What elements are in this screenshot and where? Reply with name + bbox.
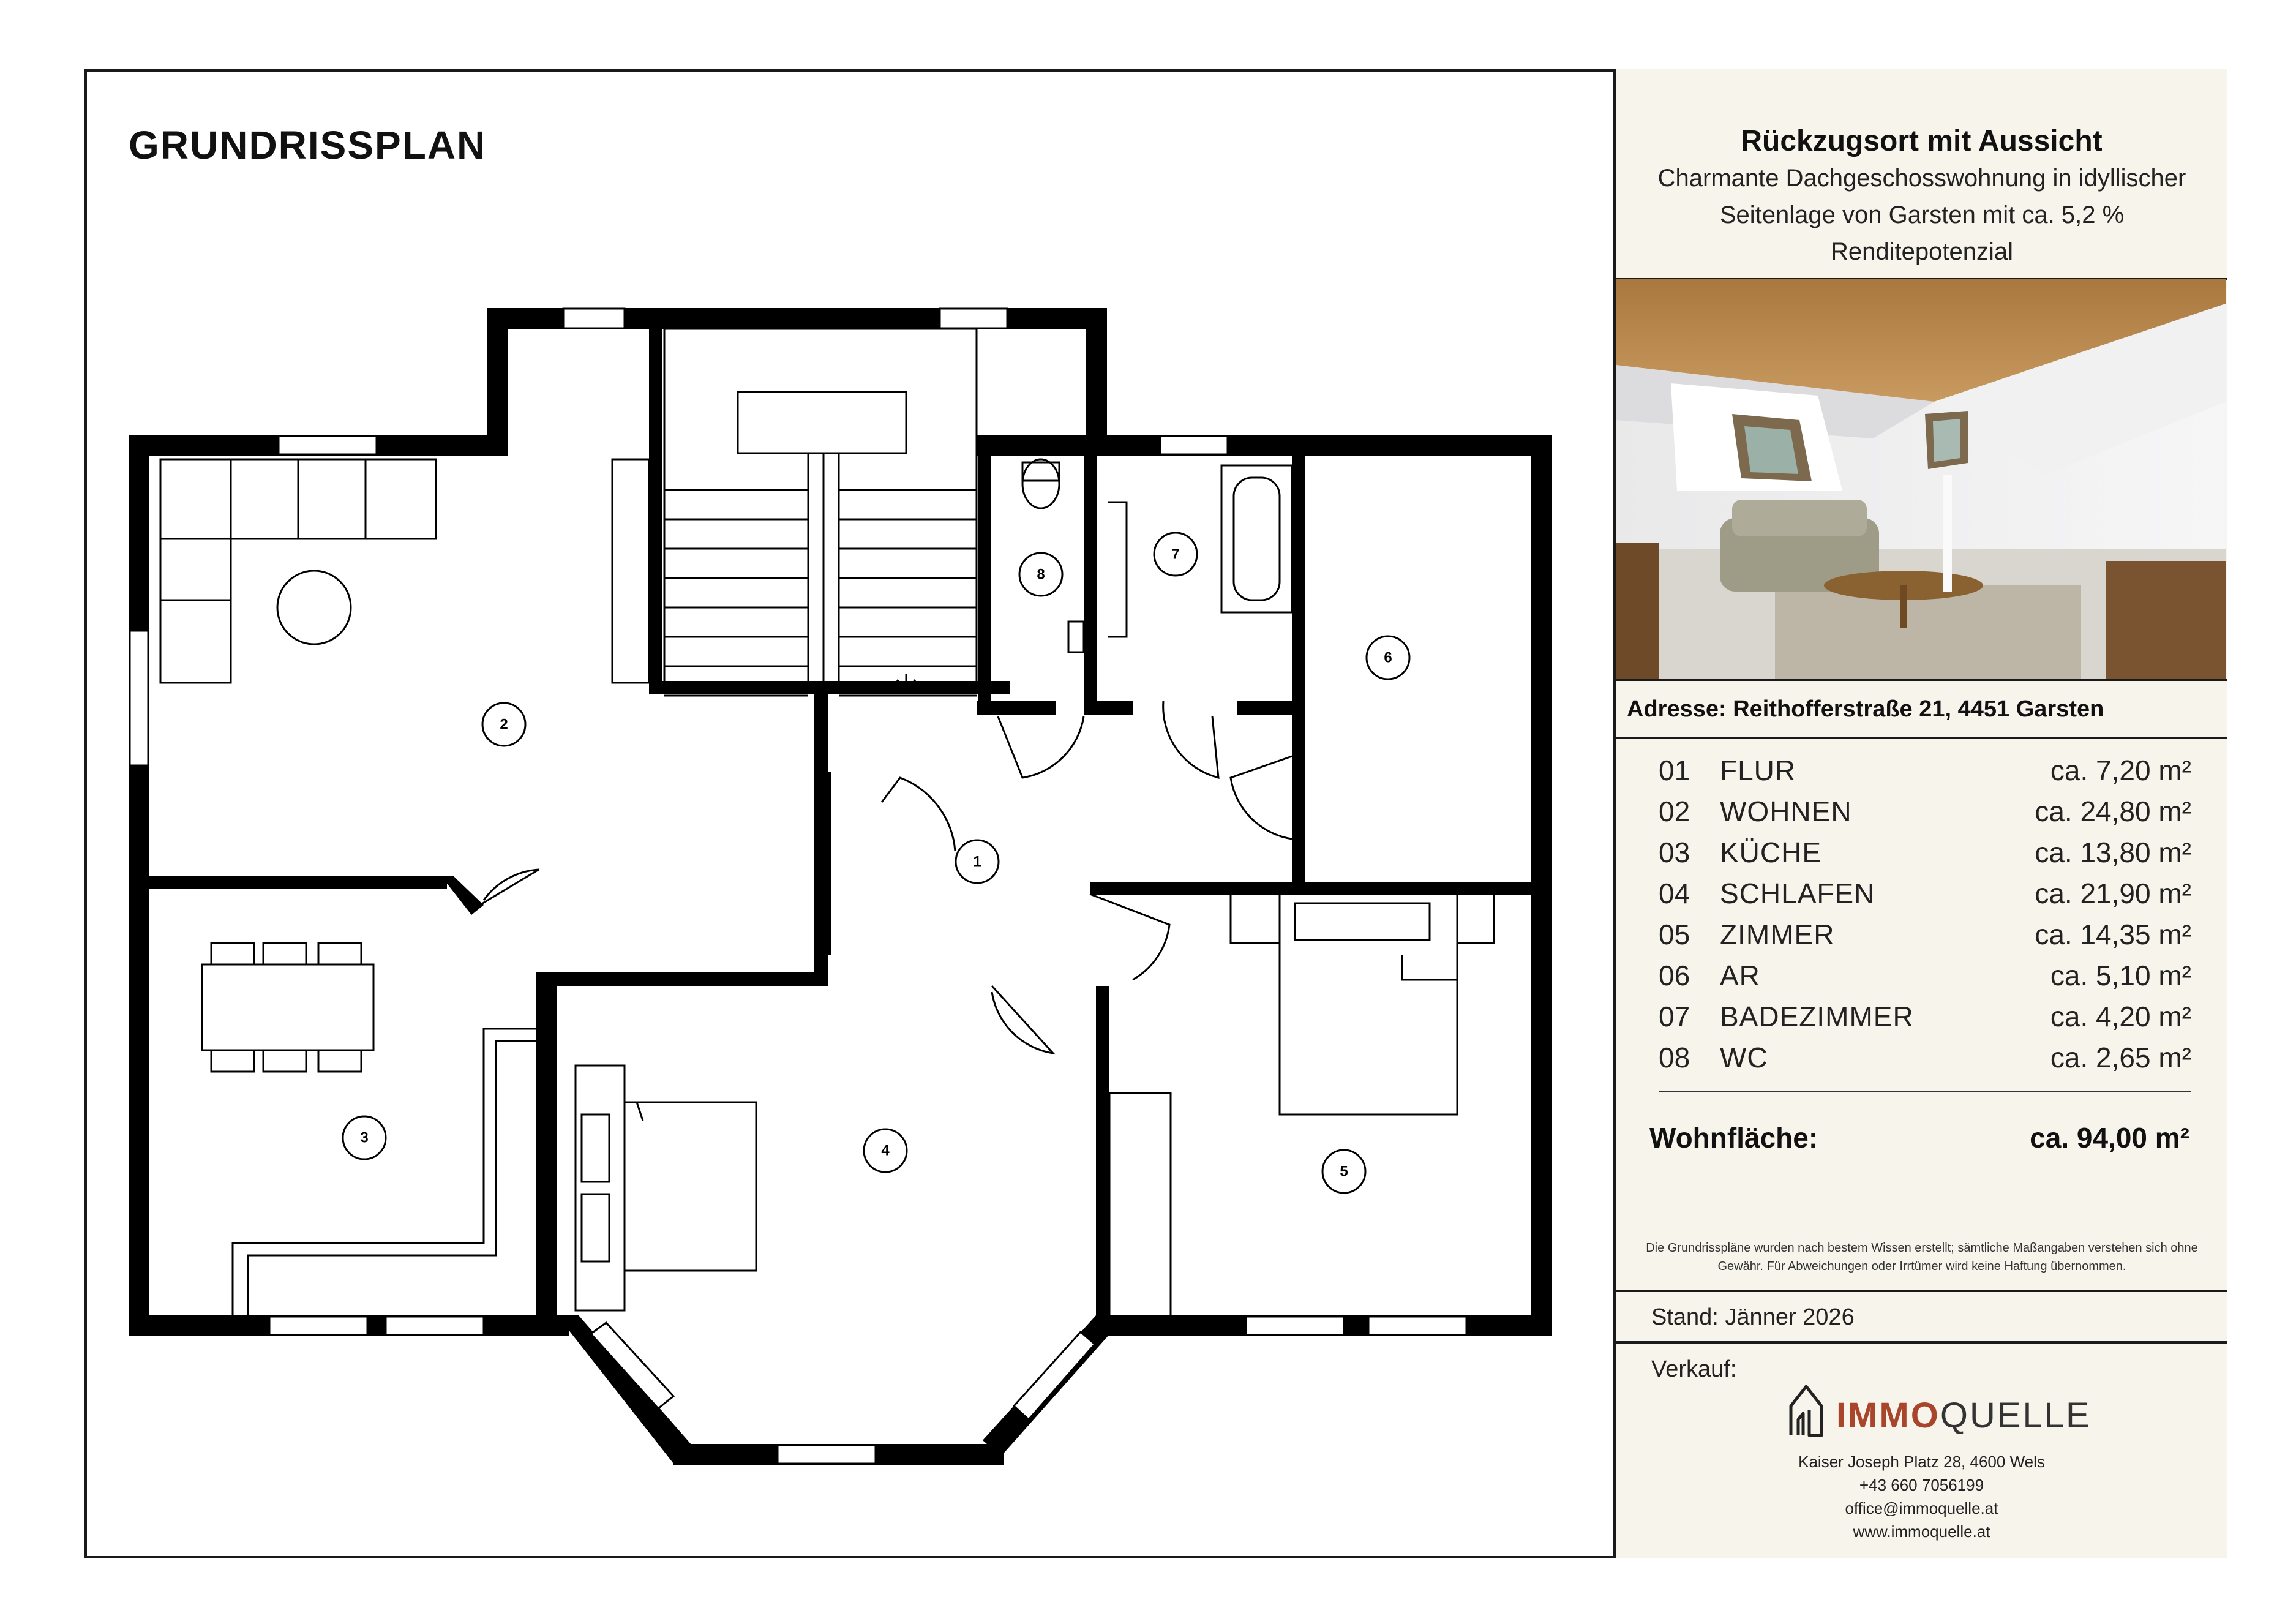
room-area: ca. 13,80 m² xyxy=(2035,836,2191,868)
room-area: ca. 7,20 m² xyxy=(2050,754,2191,786)
divider xyxy=(1659,1091,2191,1092)
disclaimer: Die Grundrisspläne wurden nach bestem Wissen erstellt; sämtliche Maßangaben verstehen sich ohne Gewähr. Für Abweichungen oder Irrtümer wird keine Haftung übernommen. xyxy=(1646,1241,2198,1273)
total-area-label: Wohnfläche: xyxy=(1649,1122,1818,1154)
room-list xyxy=(1659,754,2191,1082)
room-name: FLUR xyxy=(1720,754,1796,786)
room-number: 07 xyxy=(1659,1001,1690,1032)
room-row xyxy=(1659,877,2191,918)
room-number: 01 xyxy=(1659,754,1690,786)
room-number: 06 xyxy=(1659,960,1690,991)
verkauf-label: Verkauf: xyxy=(1651,1356,1737,1382)
room-name: WOHNEN xyxy=(1720,795,1852,827)
room-row xyxy=(1659,1000,2191,1041)
room-row xyxy=(1659,754,2191,795)
divider xyxy=(1616,737,2227,739)
info-panel xyxy=(1613,69,2227,1558)
room-area: ca. 21,90 m² xyxy=(2035,878,2191,909)
room-number-labels xyxy=(360,546,1392,1180)
divider xyxy=(1616,1290,2227,1292)
page-title: GRUNDRISSPLAN xyxy=(129,123,487,167)
divider xyxy=(1616,679,2227,681)
room-row xyxy=(1659,959,2191,1000)
brand-logo xyxy=(1787,1382,2092,1443)
room-number: 08 xyxy=(1659,1042,1690,1073)
room-name: WC xyxy=(1720,1042,1768,1073)
brand-name-light: QUELLE xyxy=(1940,1396,2092,1435)
house-logo-icon xyxy=(1787,1382,1825,1440)
room-label-8: 8 xyxy=(1037,566,1045,583)
room-name: SCHLAFEN xyxy=(1720,878,1875,909)
brand-web[interactable]: www.immoquelle.at xyxy=(1853,1522,1990,1541)
room-row xyxy=(1659,1041,2191,1082)
total-area-value: ca. 94,00 m² xyxy=(2030,1122,2189,1154)
walls xyxy=(129,308,1552,1465)
room-area: ca. 5,10 m² xyxy=(2050,960,2191,991)
floor-plan xyxy=(98,276,1580,1488)
room-number: 03 xyxy=(1659,836,1690,868)
room-label-5: 5 xyxy=(1340,1163,1348,1180)
room-area: ca. 24,80 m² xyxy=(2035,795,2191,827)
brand-phone[interactable]: +43 660 7056199 xyxy=(1859,1476,1984,1494)
room-number: 02 xyxy=(1659,795,1690,827)
room-label-4: 4 xyxy=(881,1142,890,1159)
interior-photo xyxy=(1616,279,2226,679)
listing-title: Rückzugsort mit Aussicht xyxy=(1741,125,2103,157)
room-number: 05 xyxy=(1659,919,1690,950)
doors xyxy=(478,701,1292,1053)
room-label-1: 1 xyxy=(973,853,981,870)
brand-name-strong: IMMO xyxy=(1836,1396,1940,1435)
room-label-3: 3 xyxy=(360,1129,369,1146)
room-number: 04 xyxy=(1659,878,1690,909)
room-row xyxy=(1659,795,2191,836)
room-row xyxy=(1659,836,2191,877)
room-label-2: 2 xyxy=(500,716,508,733)
divider xyxy=(1616,1341,2227,1344)
brand-address: Kaiser Joseph Platz 28, 4600 Wels xyxy=(1798,1453,2045,1471)
room-area: ca. 2,65 m² xyxy=(2050,1042,2191,1073)
contact-block xyxy=(1616,1450,2227,1543)
room-name: AR xyxy=(1720,960,1760,991)
room-numbers xyxy=(343,533,1409,1193)
brand-email[interactable]: office@immoquelle.at xyxy=(1845,1499,1998,1517)
room-label-6: 6 xyxy=(1384,649,1392,666)
room-name: BADEZIMMER xyxy=(1720,1001,1914,1032)
room-area: ca. 4,20 m² xyxy=(2050,1001,2191,1032)
stair-treads xyxy=(664,490,977,696)
room-row xyxy=(1659,918,2191,959)
room-area: ca. 14,35 m² xyxy=(2035,919,2191,950)
room-name: KÜCHE xyxy=(1720,836,1822,868)
room-name: ZIMMER xyxy=(1720,919,1835,950)
address: Adresse: Reithofferstraße 21, 4451 Garsten xyxy=(1627,696,2104,722)
listing-subtitle: Charmante Dachgeschosswohnung in idyllischer Seitenlage von Garsten mit ca. 5,2 % Renditepotenzial xyxy=(1657,165,2186,265)
room-label-7: 7 xyxy=(1171,546,1180,563)
stand-date: Stand: Jänner 2026 xyxy=(1651,1304,1855,1330)
